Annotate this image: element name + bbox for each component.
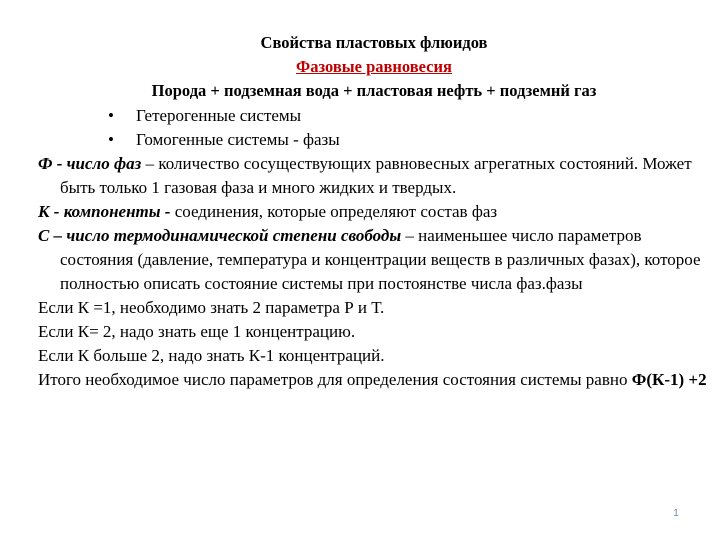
paragraph-k-more: Если К больше 2, надо знать К-1 концентраций.: [38, 346, 385, 365]
page-number: 1: [673, 508, 679, 519]
bullet-icon: •: [108, 106, 114, 125]
paragraph-phases: [38, 152, 708, 200]
bullet-text: Гетерогенные системы: [136, 106, 302, 125]
body-text: [38, 152, 708, 392]
slide-title: Свойства пластовых флюидов: [260, 33, 488, 52]
term-degrees-of-freedom: С – число термодинамической степени свободы: [38, 226, 402, 245]
slide-subtitle: Фазовые равновесия: [296, 57, 452, 76]
system-formula: Порода + подземная вода + пластовая нефть + подземнй газ: [151, 81, 597, 100]
bullet-item: [108, 128, 340, 152]
paragraph-text: – количество сосуществующих равновесных агрегатных состояний. Может быть только 1 газовая фаза и много жидких и твердых.: [60, 154, 692, 197]
paragraph-degrees-of-freedom: [38, 224, 708, 296]
paragraph-text: соединения, которые определяют состав фаз: [170, 202, 498, 221]
paragraph-text: Итого необходимое число параметров для определения состояния системы равно: [38, 370, 632, 389]
paragraph-text: – наименьшее число параметров состояния (давление, температура и концентрации веществ в различных фазах), которое полностью описать состояние системы при постоянстве числа фаз.фазы: [60, 226, 701, 293]
total-formula: Ф(К-1) +2: [631, 370, 707, 389]
term-components: К - компоненты -: [38, 202, 171, 221]
paragraph-total: [38, 368, 708, 392]
bullet-icon: •: [108, 130, 114, 149]
paragraph-k2: Если К= 2, надо знать еще 1 концентрацию.: [38, 322, 356, 341]
bullet-list: [108, 104, 340, 152]
term-phases: Ф - число фаз: [38, 154, 142, 173]
paragraph-components: [38, 200, 708, 224]
bullet-text: Гомогенные системы - фазы: [136, 130, 340, 149]
bullet-item: [108, 104, 340, 128]
paragraph-k1: Если К =1, необходимо знать 2 параметра Р и Т.: [38, 298, 385, 317]
